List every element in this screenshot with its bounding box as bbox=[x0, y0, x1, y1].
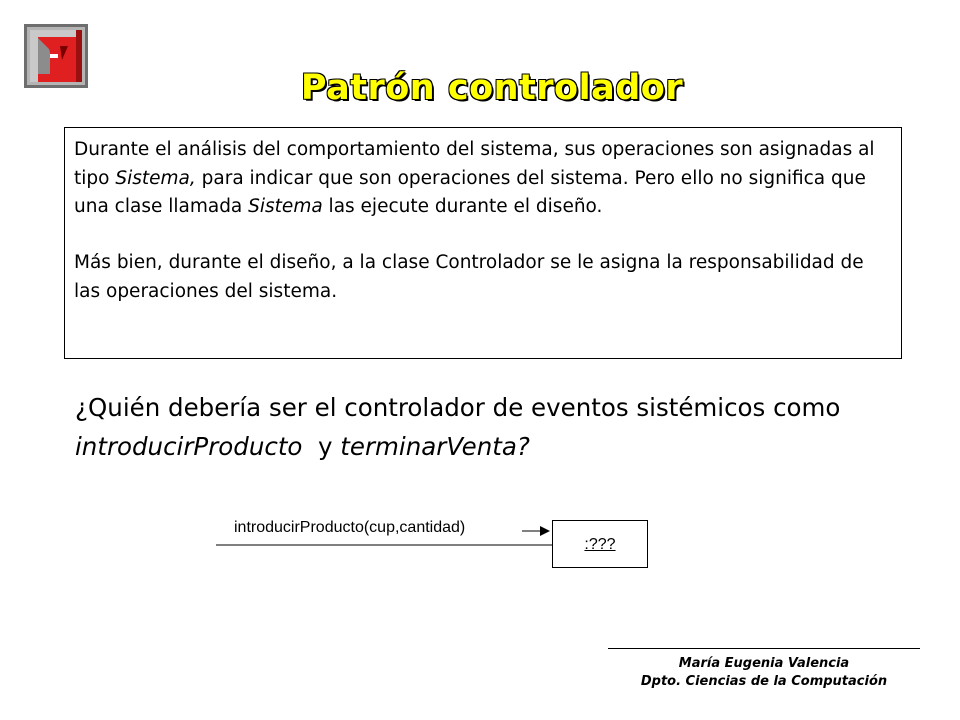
p1-text-sistema: Sistema, bbox=[115, 167, 196, 189]
question-terminar: terminarVenta? bbox=[340, 432, 530, 461]
message-arrowhead-icon bbox=[540, 526, 550, 536]
p1-text-c: para indicar que son operaciones del sistema. Pero ello no significa que una clase llamada bbox=[74, 167, 866, 218]
p1-text-e: las ejecute durante el diseño. bbox=[322, 196, 603, 218]
question-c: y bbox=[302, 432, 341, 461]
footer-author: María Eugenia Valencia bbox=[678, 656, 850, 671]
footer-divider bbox=[608, 648, 920, 649]
footer-department: Dpto. Ciencias de la Computación bbox=[640, 674, 888, 689]
paragraph-design: Más bien, durante el diseño, a la clase Controlador se le asigna la responsabilidad de las operaciones del sistema. bbox=[74, 252, 864, 302]
message-label: introducirProducto(cup,cantidad) bbox=[234, 519, 466, 536]
p1-text-sistema-2: Sistema bbox=[248, 196, 323, 218]
question-a: ¿Quién debería ser el controlador de eventos sistémicos como bbox=[75, 393, 841, 422]
p1-text-a: Durante el análisis del comportamiento del sistema, sus operaciones son asignadas al tipo bbox=[74, 139, 875, 189]
slide-title: Patrón controlador bbox=[300, 68, 684, 108]
controller-object-box bbox=[552, 520, 648, 568]
controller-object-label: :??? bbox=[584, 536, 616, 553]
footer-credits bbox=[608, 655, 920, 691]
question-introducir: introducirProducto bbox=[75, 432, 303, 461]
